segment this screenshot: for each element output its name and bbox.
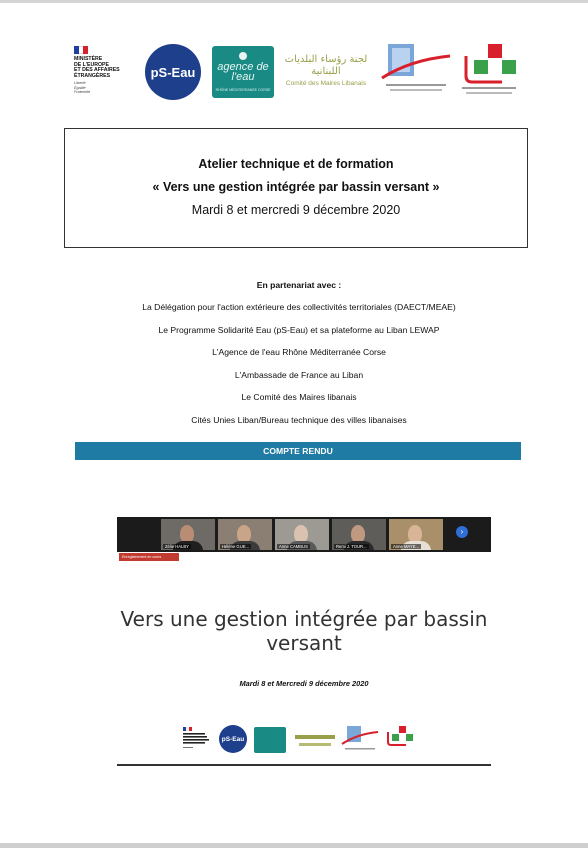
- mae-motto: Liberté Égalité Fraternité: [74, 81, 91, 94]
- mae-logo-icon: [183, 727, 213, 753]
- video-bottom-border: [117, 764, 491, 766]
- slide-pseau-logo: pS-Eau: [219, 725, 247, 753]
- mae-name: MINISTÈRE DE L'EUROPE ET DES AFFAIRES ÉTRANGÈRES: [74, 56, 120, 79]
- cites-unies-emblem-icon: [341, 725, 379, 753]
- pseau-logo: pS-Eau: [145, 44, 201, 100]
- page-bottom-edge: [0, 843, 588, 848]
- participant-tile: Anne MAYE...: [389, 519, 443, 550]
- compte-rendu-banner: COMPTE RENDU: [75, 442, 521, 460]
- cites-unies-liban-logo: [380, 42, 452, 98]
- french-flag-icon: [74, 46, 88, 54]
- title-box: [64, 128, 528, 248]
- partner-item: L'Ambassade de France au Liban: [234, 369, 364, 380]
- comite-maires-libanais-logo: لجنة رؤساء البلديات اللبنانية Comité des Maires Libanais: [284, 54, 368, 87]
- partner-item: Le Programme Solidarité Eau (pS-Eau) et sa plateforme au Liban LEWAP: [158, 324, 440, 335]
- partner-item: La Délégation pour l'action extérieure des collectivités territoriales (DAECT/MEAE): [142, 302, 456, 312]
- partner-item: Le Comité des Maires libanais: [241, 392, 357, 403]
- participant-tile: Anne CAMBUS: [275, 519, 329, 550]
- cites-unies-emblem-icon: [380, 42, 452, 98]
- slide-title: Vers une gestion intégrée par bassin versant: [120, 607, 488, 655]
- workshop-dates: Mardi 8 et mercredi 9 décembre 2020: [191, 203, 401, 217]
- logo-row: [70, 42, 520, 102]
- slide-agence-logo: [254, 727, 286, 753]
- recording-badge: Enregistrement en cours: [119, 553, 179, 561]
- cml-logo-icon: [293, 731, 337, 753]
- participant-tile: Zélie HALBY: [161, 519, 215, 550]
- mae-logo: [74, 46, 138, 98]
- workshop-type: Atelier technique et de formation: [198, 157, 394, 171]
- slide-date: Mardi 8 et Mercredi 9 décembre 2020: [239, 679, 369, 688]
- slide-cul-logo: [341, 725, 379, 753]
- partners-heading: En partenariat avec :: [256, 280, 342, 290]
- workshop-title: « Vers une gestion intégrée par bassin versant »: [152, 180, 440, 194]
- ctvl-emblem-icon: [385, 725, 415, 753]
- participant-tile: Hélène GUE...: [218, 519, 272, 550]
- agence-de-l-eau-logo: agence de l'eau RHÔNE MÉDITERRANÉE CORSE: [212, 46, 274, 98]
- partner-item: L'Agence de l'eau Rhône Méditerranée Corse: [212, 347, 386, 358]
- bureau-technique-villes-libanaises-logo: [458, 42, 520, 100]
- page-top-edge: [0, 0, 588, 3]
- ctvl-emblem-icon: [458, 42, 520, 100]
- participant-strip: [117, 517, 491, 552]
- partner-item: Cités Unies Liban/Bureau technique des villes libanaises: [191, 414, 407, 425]
- video-conference-screenshot: [117, 517, 491, 766]
- next-participants-icon[interactable]: ›: [456, 526, 468, 538]
- slide-ctvl-logo: [385, 725, 415, 753]
- partners-section: [60, 280, 538, 438]
- participant-tile: Remi J. TOUR...: [332, 519, 386, 550]
- water-drop-icon: [239, 52, 247, 60]
- slide-mae-logo: [183, 727, 213, 753]
- slide-logo-row: [183, 723, 423, 755]
- slide-cml-logo: [293, 731, 337, 753]
